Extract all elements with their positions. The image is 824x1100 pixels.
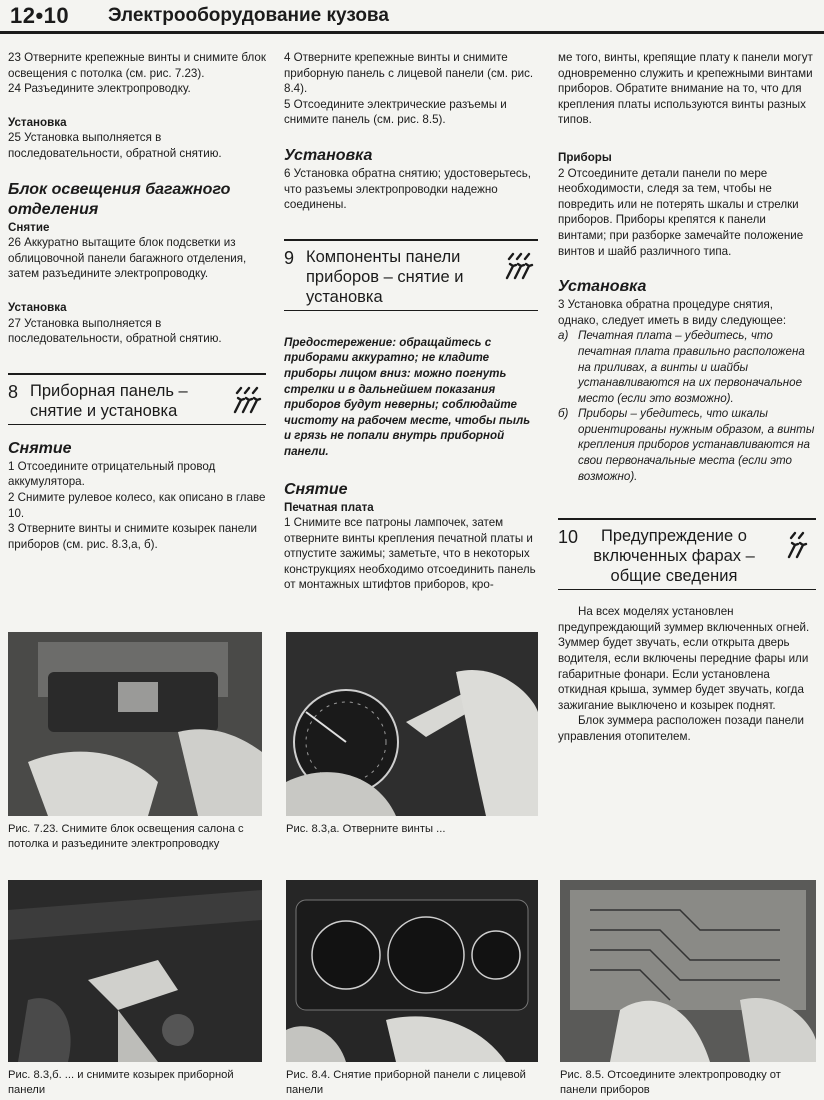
caption-8-3a: Рис. 8.3,а. Отверните винты ... (286, 823, 446, 835)
step-26: 26 Аккуратно вытащите блок подсветки из облицовочной панели багажного отделения, затем разъедините электропроводку. (8, 236, 247, 281)
section-8-header (8, 373, 266, 425)
removal-heading: Снятие (8, 220, 50, 234)
page-header (0, 0, 824, 34)
buzzer-paragraph-1: На всех моделях установлен предупреждающий зуммер включенных огней. Зуммер будет звучать, если открыта дверь водителя, если включены передние фары или габаритные фонари. Если установлена откидная крыша, зуммер будет звучать, когда зажигание выключено и козырек поднят. (558, 605, 810, 712)
removal-heading: Снятие (284, 480, 348, 498)
column-left (8, 50, 266, 552)
install-heading: Установка (8, 115, 67, 129)
section-title: Приборная панель – снятие и установка (30, 381, 188, 420)
section-number: 9 (284, 247, 295, 268)
column-middle (284, 50, 538, 593)
step-25: 25 Установка выполняется в последовательности, обратной снятию. (8, 131, 222, 160)
step-23: 23 Отверните крепежные винты и снимите блок освещения с потолка (см. рис. 7.23). (8, 51, 266, 80)
section-number: 10 (558, 527, 579, 548)
install-heading: Установка (558, 278, 647, 296)
step-3: 3 Установка обратна процедуре снятия, однако, следует иметь в виду следующее: (558, 298, 787, 327)
note-b (558, 406, 816, 484)
buzzer-paragraph-2: Блок зуммера расположен позади панели управления отопителем. (558, 714, 804, 743)
page-title: Электрооборудование кузова (108, 5, 389, 26)
step-27: 27 Установка выполняется в последовательности, обратной снятию. (8, 316, 222, 346)
figure-8-5-photo (560, 880, 816, 1062)
install-heading: Установка (284, 146, 373, 164)
caption-8-5: Рис. 8.5. Отсоедините электропроводку от панели приборов (560, 1069, 781, 1096)
page-number: 12•10 (10, 3, 70, 28)
step-2: 2 Отсоедините детали панели по мере необходимости, следя за тем, чтобы не повредить или не потерять шкалы и стрелки приборов. Приборы крепятся к панели винтами; при разборке замечайте положение винтов и шайб различного типа. (558, 166, 804, 258)
continued-text: ме того, винты, крепящие плату к панели могут одновременно служить и крепежными винтами приборов. Обратите внимание на то, что для крепления платы используются винты разных типов. (558, 51, 813, 127)
step-1: 1 Снимите все патроны лампочек, затем отверните винты крепления печатной платы и отпустите зажимы; заметьте, что в некоторых конструкциях необходимо отсоединить панель от монтажных штифтов приборов, кро- (284, 516, 536, 592)
section-title: Компоненты панели приборов – снятие и установка (306, 247, 464, 306)
section-9-header (284, 239, 538, 311)
figure-8-3a-photo (286, 632, 538, 816)
header-rule (0, 31, 824, 34)
step-6: 6 Установка обратна снятию; удостоверьтесь, что разъемы электропроводки надежно соединены. (284, 166, 531, 212)
figure-7-23-photo (8, 632, 262, 816)
figure-8-3b-photo (8, 880, 262, 1062)
spanner-difficulty-icon (502, 251, 536, 281)
install-heading-2: Установка (8, 300, 67, 314)
warning-text: Предостережение: обращайтесь с приборами аккуратно; не кладите приборы лицом вниз: можно погнуть стрелки и в дальнейшем показания приборов будут неверны; соблюдайте чистоту на рабочем месте, чтобы пыль и грязь не попали внутрь приборной панели. (284, 335, 531, 458)
removal-heading-2: Снятие (8, 439, 72, 457)
spanner-difficulty-icon (780, 530, 814, 560)
caption-8-3b: Рис. 8.3,б. ... и снимите козырек приборной панели (8, 1069, 234, 1096)
trunk-light-heading: Блок освещения багажного отделения (8, 180, 231, 218)
step-1: 1 Отсоедините отрицательный провод аккумулятора. (8, 459, 216, 489)
caption-8-4: Рис. 8.4. Снятие приборной панели с лицевой панели (286, 1069, 526, 1096)
section-10-header (558, 518, 816, 590)
step-24: 24 Разъедините электропроводку. (8, 82, 191, 96)
pcb-heading: Печатная плата (284, 500, 374, 514)
spanner-difficulty-icon (230, 385, 264, 415)
caption-7-23: Рис. 7.23. Снимите блок освещения салона с потолка и разъедините электропроводку (8, 823, 244, 850)
note-a (558, 328, 816, 406)
step-2: 2 Снимите рулевое колесо, как описано в главе 10. (8, 490, 266, 520)
column-right (558, 50, 816, 745)
section-number: 8 (8, 381, 19, 402)
note-a-label: а) (558, 329, 569, 343)
section-title: Предупреждение о включенных фарах – общие сведения (593, 527, 755, 586)
step-3: 3 Отверните винты и снимите козырек панели приборов (см. рис. 8.3,а, б). (8, 522, 258, 551)
instruments-heading: Приборы (558, 150, 612, 164)
figure-8-4-photo (286, 880, 538, 1062)
note-b-text: Приборы – убедитесь, что шкалы ориентированы нужным образом, а винты крепления приборов устанавливаются на свои первоначальные места (если это возможно). (578, 407, 815, 483)
step-5: 5 Отсоедините электрические разъемы и снимите панель (см. рис. 8.5). (284, 97, 507, 127)
step-4: 4 Отверните крепежные винты и снимите приборную панель с лицевой панели (см. рис. 8.4). (284, 51, 534, 96)
note-a-text: Печатная плата – убедитесь, что печатная плата правильно расположена на приливах, а винты и шайбы устанавливаются на их первоначальное место (если это возможно). (578, 329, 805, 405)
note-b-label: б) (558, 407, 569, 421)
